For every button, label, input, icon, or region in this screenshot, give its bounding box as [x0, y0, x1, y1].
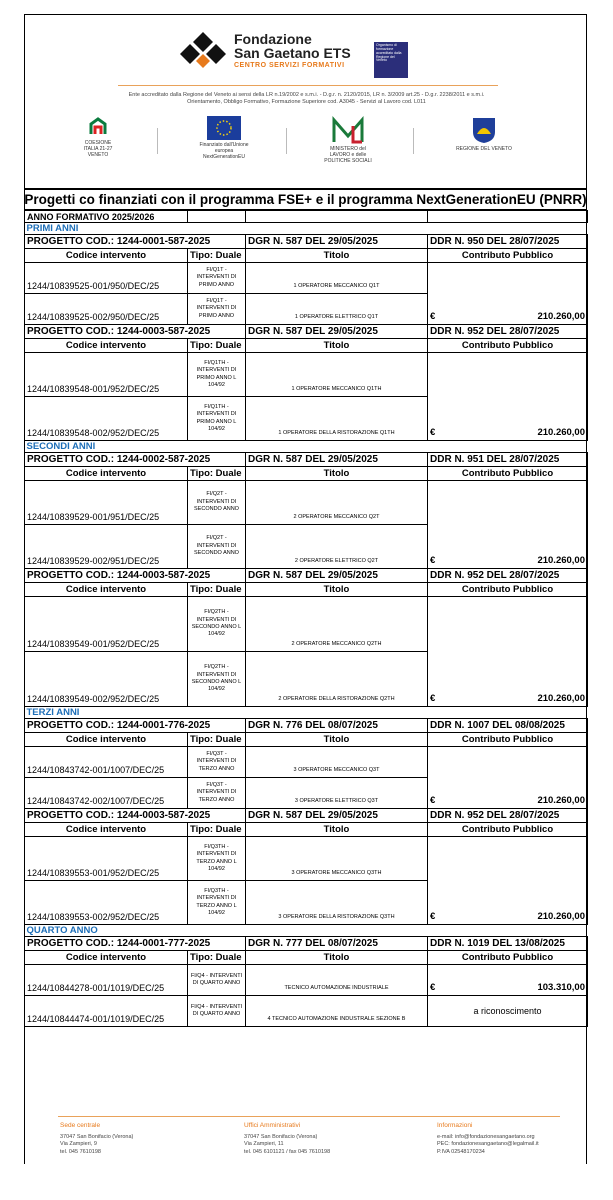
project-row	[25, 235, 588, 249]
project-dgr: DGR N. 587 DEL 29/05/2025	[246, 569, 428, 583]
contribution-cell	[428, 965, 588, 996]
intervention-title: 1 OPERATORE MECCANICO Q1T	[246, 263, 428, 294]
intervention-row	[25, 294, 588, 325]
project-code: PROGETTO COD.: 1244-0001-777-2025	[25, 937, 246, 951]
header-contributo: Contributo Pubblico	[428, 823, 588, 837]
intervention-title: 2 OPERATORE MECCANICO Q2T	[246, 481, 428, 525]
section-label: QUARTO ANNO	[25, 925, 588, 937]
intervention-row	[25, 837, 588, 881]
intervention-row	[25, 881, 588, 925]
section-row	[25, 223, 588, 235]
header-codice: Codice intervento	[25, 583, 188, 597]
intervention-code: 1244/10839529-001/951/DEC/25	[25, 481, 188, 525]
intervention-title: 2 OPERATORE DELLA RISTORAZIONE Q2TH	[246, 652, 428, 707]
intervention-title: 1 OPERATORE DELLA RISTORAZIONE Q1TH	[246, 397, 428, 441]
intervention-row	[25, 747, 588, 778]
project-code: PROGETTO COD.: 1244-0001-587-2025	[25, 235, 246, 249]
intervention-code: 1244/10839548-002/952/DEC/25	[25, 397, 188, 441]
intervention-code: 1244/10839549-001/952/DEC/25	[25, 597, 188, 652]
project-ddr: DDR N. 952 DEL 28/07/2025	[428, 809, 588, 823]
header-contributo: Contributo Pubblico	[428, 339, 588, 353]
header-codice: Codice intervento	[25, 823, 188, 837]
contribution-cell	[428, 747, 588, 778]
org-tagline: CENTRO SERVIZI FORMATIVI	[234, 61, 345, 69]
intervention-row	[25, 965, 588, 996]
contribution-cell	[428, 263, 588, 294]
intervention-code: 1244/10839553-001/952/DEC/25	[25, 837, 188, 881]
contribution-amount	[430, 795, 585, 806]
anno-formativo-label: ANNO FORMATIVO 2025/2026	[25, 211, 188, 223]
foundation-logo	[178, 30, 351, 70]
intervention-code: 1244/10843742-002/1007/DEC/25	[25, 778, 188, 809]
project-dgr: DGR N. 777 DEL 08/07/2025	[246, 937, 428, 951]
footer-uffici-amministrativi: Uffici Amministrativi 37047 San Bonifacio (Verona) Via Zampieri, 11 tel. 045 6101121 / fax 045 7610198	[244, 1122, 331, 1155]
intervention-type: FI/Q1T - INTERVENTI DI PRIMO ANNO	[188, 294, 246, 325]
intervention-row	[25, 597, 588, 652]
project-row	[25, 719, 588, 733]
section-row	[25, 925, 588, 937]
coesione-icon	[87, 116, 109, 138]
column-header-row	[25, 339, 588, 353]
intervention-row	[25, 996, 588, 1027]
header-titolo: Titolo	[246, 583, 428, 597]
intervention-type: FI/Q1TH - INTERVENTI DI PRIMO ANNO L 104/92	[188, 397, 246, 441]
header-codice: Codice intervento	[25, 467, 188, 481]
project-dgr: DGR N. 587 DEL 29/05/2025	[246, 453, 428, 467]
intervention-row	[25, 263, 588, 294]
currency-symbol: €	[430, 555, 436, 566]
intervention-type: FI/Q2T - INTERVENTI DI SECONDO ANNO	[188, 525, 246, 569]
header-contributo: Contributo Pubblico	[428, 951, 588, 965]
intervention-code: 1244/10839549-002/952/DEC/25	[25, 652, 188, 707]
intervention-row	[25, 353, 588, 397]
header-titolo: Titolo	[246, 951, 428, 965]
contribution-amount	[430, 982, 585, 993]
eu-flag-icon	[207, 116, 241, 140]
project-row	[25, 809, 588, 823]
empty-cell	[246, 211, 428, 223]
currency-symbol: €	[430, 982, 436, 993]
header-titolo: Titolo	[246, 339, 428, 353]
intervention-type: FI/Q4 - INTERVENTI DI QUARTO ANNO	[188, 965, 246, 996]
intervention-code: 1244/10839525-001/950/DEC/25	[25, 263, 188, 294]
table-title: Progetti co finanziati con il programma FSE+ e il programma NextGenerationEU (PNRR)	[24, 188, 587, 210]
intervention-title: 3 OPERATORE ELETTRICO Q3T	[246, 778, 428, 809]
column-header-row	[25, 467, 588, 481]
intervention-title: 2 OPERATORE MECCANICO Q2TH	[246, 597, 428, 652]
section-row	[25, 707, 588, 719]
project-dgr: DGR N. 587 DEL 29/05/2025	[246, 325, 428, 339]
contribution-cell	[428, 652, 588, 707]
currency-symbol: €	[430, 911, 436, 922]
intervention-code: 1244/10843742-001/1007/DEC/25	[25, 747, 188, 778]
intervention-type: FI/Q3TH - INTERVENTI DI TERZO ANNO L 104/92	[188, 881, 246, 925]
projects-grid	[24, 210, 588, 1027]
intervention-type: FI/Q3T - INTERVENTI DI TERZO ANNO	[188, 747, 246, 778]
contribution-amount	[430, 427, 585, 438]
intervention-row	[25, 481, 588, 525]
intervention-type: FI/Q2T - INTERVENTI DI SECONDO ANNO	[188, 481, 246, 525]
intervention-type: FI/Q3T - INTERVENTI DI TERZO ANNO	[188, 778, 246, 809]
intervention-row	[25, 397, 588, 441]
project-dgr: DGR N. 587 DEL 29/05/2025	[246, 235, 428, 249]
column-header-row	[25, 733, 588, 747]
intervention-code: 1244/10844474-001/1019/DEC/25	[25, 996, 188, 1027]
currency-symbol: €	[430, 427, 436, 438]
column-header-row	[25, 249, 588, 263]
project-code: PROGETTO COD.: 1244-0003-587-2025	[25, 325, 246, 339]
contribution-cell	[428, 481, 588, 525]
intervention-code: 1244/10839529-002/951/DEC/25	[25, 525, 188, 569]
header-codice: Codice intervento	[25, 339, 188, 353]
project-dgr: DGR N. 587 DEL 29/05/2025	[246, 809, 428, 823]
intervention-title: TECNICO AUTOMAZIONE INDUSTRIALE	[246, 965, 428, 996]
intervention-row	[25, 778, 588, 809]
section-label: PRIMI ANNI	[25, 223, 588, 235]
header-codice: Codice intervento	[25, 951, 188, 965]
header-contributo: Contributo Pubblico	[428, 467, 588, 481]
project-ddr: DDR N. 1019 DEL 13/08/2025	[428, 937, 588, 951]
header-contributo: Contributo Pubblico	[428, 583, 588, 597]
column-header-row	[25, 951, 588, 965]
project-ddr: DDR N. 950 DEL 28/07/2025	[428, 235, 588, 249]
currency-symbol: €	[430, 795, 436, 806]
section-label: TERZI ANNI	[25, 707, 588, 719]
ministero-lavoro-logo: MINISTERO del LAVORO e delle POLITICHE SOCIALI	[320, 116, 376, 164]
header-tipo: Tipo: Duale	[188, 467, 246, 481]
header-titolo: Titolo	[246, 249, 428, 263]
regione-veneto-icon	[471, 116, 497, 144]
empty-cell	[428, 211, 588, 223]
intervention-title: 3 OPERATORE MECCANICO Q3TH	[246, 837, 428, 881]
partner-logos	[24, 112, 587, 168]
project-ddr: DDR N. 952 DEL 28/07/2025	[428, 569, 588, 583]
project-ddr: DDR N. 1007 DEL 08/08/2025	[428, 719, 588, 733]
project-row	[25, 937, 588, 951]
currency-symbol: €	[430, 311, 436, 322]
header-contributo: Contributo Pubblico	[428, 249, 588, 263]
project-row	[25, 569, 588, 583]
contribution-note: a riconoscimento	[428, 996, 588, 1027]
projects-table	[24, 210, 587, 1027]
contribution-cell	[428, 294, 588, 325]
project-dgr: DGR N. 776 DEL 08/07/2025	[246, 719, 428, 733]
footer-informazioni: Informazioni e-mail: info@fondazionesangaetano.org PEC: fondazionesangaetano@legalmail.it P.IVA 02548170234	[437, 1122, 539, 1155]
header-codice: Codice intervento	[25, 249, 188, 263]
header-codice: Codice intervento	[25, 733, 188, 747]
amount-value: 210.260,00	[537, 693, 585, 704]
coesione-italia-logo: COESIONE ITALIA 21-27 VENETO	[78, 116, 118, 158]
project-row	[25, 453, 588, 467]
intervention-title: 3 OPERATORE MECCANICO Q3T	[246, 747, 428, 778]
org-name-line1: Fondazione	[234, 30, 312, 47]
contribution-amount	[430, 693, 585, 704]
currency-symbol: €	[430, 693, 436, 704]
project-code: PROGETTO COD.: 1244-0002-587-2025	[25, 453, 246, 467]
project-code: PROGETTO COD.: 1244-0003-587-2025	[25, 809, 246, 823]
amount-value: 103.310,00	[537, 982, 585, 993]
intervention-type: FI/Q2TH - INTERVENTI DI SECONDO ANNO L 104/92	[188, 597, 246, 652]
contribution-cell	[428, 778, 588, 809]
header-tipo: Tipo: Duale	[188, 249, 246, 263]
regione-veneto-logo: REGIONE DEL VENETO	[456, 116, 512, 152]
amount-value: 210.260,00	[537, 427, 585, 438]
intervention-title: 2 OPERATORE ELETTRICO Q2T	[246, 525, 428, 569]
eu-flag-logo: Finanziato dall'Unione europea NextGenerationEU	[194, 116, 254, 160]
contribution-amount	[430, 555, 585, 566]
intervention-row	[25, 652, 588, 707]
contribution-amount	[430, 311, 585, 322]
header-tipo: Tipo: Duale	[188, 823, 246, 837]
intervention-title: 1 OPERATORE ELETTRICO Q1T	[246, 294, 428, 325]
header-titolo: Titolo	[246, 467, 428, 481]
contribution-cell	[428, 525, 588, 569]
contribution-cell	[428, 837, 588, 881]
project-code: PROGETTO COD.: 1244-0003-587-2025	[25, 569, 246, 583]
accreditation-line-1: Ente accreditato dalla Regione del Veneto ai sensi della LR n.19/2002 e s.m.i. - D.g.r. n. 2120/2015, LR n. 3/2009 art.25 - D.g.r. 2238/2011 e s.m.i.	[128, 92, 485, 98]
section-row	[25, 441, 588, 453]
contribution-cell	[428, 881, 588, 925]
project-code: PROGETTO COD.: 1244-0001-776-2025	[25, 719, 246, 733]
intervention-type: FI/Q1TH - INTERVENTI DI PRIMO ANNO L 104/92	[188, 353, 246, 397]
amount-value: 210.260,00	[537, 555, 585, 566]
intervention-title: 1 OPERATORE MECCANICO Q1TH	[246, 353, 428, 397]
column-header-row	[25, 823, 588, 837]
amount-value: 210.260,00	[537, 911, 585, 922]
header-tipo: Tipo: Duale	[188, 951, 246, 965]
ministero-icon	[331, 116, 365, 144]
header-titolo: Titolo	[246, 823, 428, 837]
intervention-type: FI/Q3TH - INTERVENTI DI TERZO ANNO L 104/92	[188, 837, 246, 881]
contribution-cell	[428, 353, 588, 397]
anno-formativo-row	[25, 211, 588, 223]
intervention-code: 1244/10839525-002/950/DEC/25	[25, 294, 188, 325]
amount-value: 210.260,00	[537, 795, 585, 806]
intervention-type: FI/Q2TH - INTERVENTI DI SECONDO ANNO L 104/92	[188, 652, 246, 707]
header-divider	[118, 85, 498, 86]
column-header-row	[25, 583, 588, 597]
header-contributo: Contributo Pubblico	[428, 733, 588, 747]
contribution-cell	[428, 397, 588, 441]
intervention-code: 1244/10839553-002/952/DEC/25	[25, 881, 188, 925]
accreditation-line-2: Orientamento, Obbligo Formativo, Formazione Superiore cod. A3045 - Servizi al Lavoro cod. L011	[187, 99, 426, 105]
intervention-title: 4 TECNICO AUTOMAZIONE INDUSTRALE SEZIONE B	[246, 996, 428, 1027]
contribution-cell	[428, 597, 588, 652]
intervention-title: 3 OPERATORE DELLA RISTORAZIONE Q3TH	[246, 881, 428, 925]
intervention-row	[25, 525, 588, 569]
header-titolo: Titolo	[246, 733, 428, 747]
header-tipo: Tipo: Duale	[188, 583, 246, 597]
org-name-line2: San Gaetano ETS	[234, 44, 351, 61]
footer-divider	[58, 1116, 560, 1117]
header-tipo: Tipo: Duale	[188, 733, 246, 747]
header-tipo: Tipo: Duale	[188, 339, 246, 353]
section-label: SECONDI ANNI	[25, 441, 588, 453]
project-ddr: DDR N. 952 DEL 28/07/2025	[428, 325, 588, 339]
intervention-code: 1244/10844278-001/1019/DEC/25	[25, 965, 188, 996]
empty-cell	[188, 211, 246, 223]
foundation-mark-icon	[178, 30, 228, 70]
project-row	[25, 325, 588, 339]
contribution-amount	[430, 911, 585, 922]
footer-sede-centrale: Sede centrale 37047 San Bonifacio (Verona) Via Zampieri, 9 tel. 045 7610198	[60, 1122, 134, 1155]
amount-value: 210.260,00	[537, 311, 585, 322]
accreditation-badge: Organismo di formazione accreditato dalla Regione del Veneto	[374, 42, 408, 78]
intervention-type: FI/Q4 - INTERVENTI DI QUARTO ANNO	[188, 996, 246, 1027]
intervention-type: FI/Q1T - INTERVENTI DI PRIMO ANNO	[188, 263, 246, 294]
project-ddr: DDR N. 951 DEL 28/07/2025	[428, 453, 588, 467]
intervention-code: 1244/10839548-001/952/DEC/25	[25, 353, 188, 397]
